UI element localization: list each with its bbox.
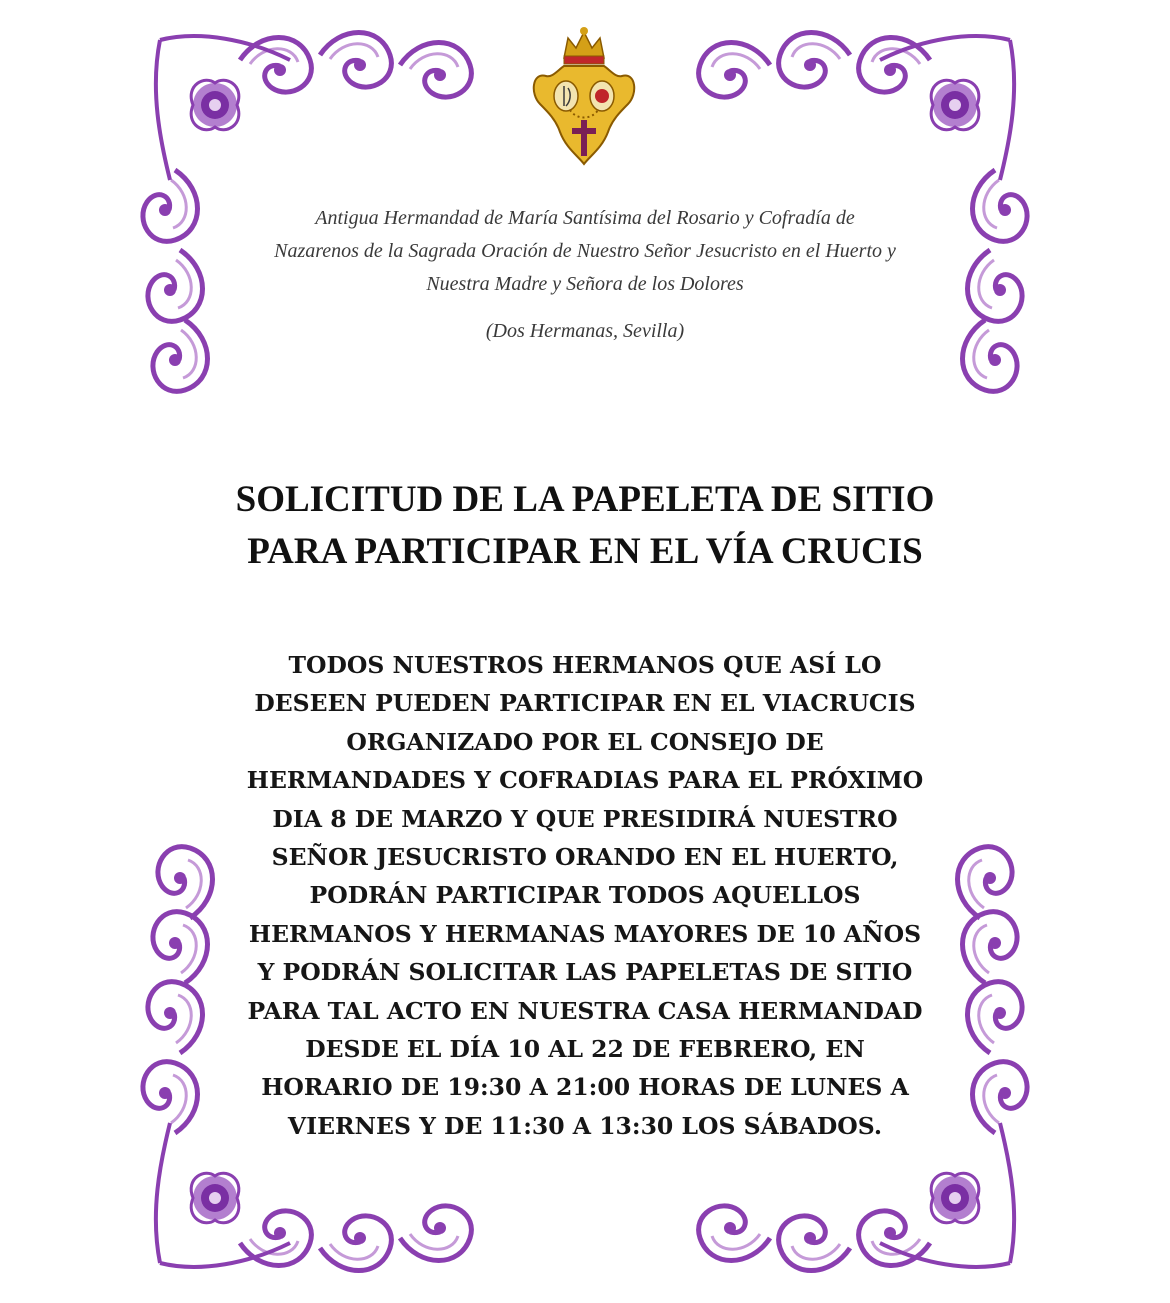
body-line: PODRÁN PARTICIPAR TODOS AQUELLOS <box>309 881 861 910</box>
body-line: SEÑOR JESUCRISTO ORANDO EN EL HUERTO, <box>271 843 899 872</box>
title-line: SOLICITUD DE LA PAPELETA DE SITIO <box>235 479 935 520</box>
body-line: TODOS NUESTROS HERMANOS QUE ASÍ LO <box>288 651 882 679</box>
body-line: HORARIO DE 19:30 A 21:00 HORAS DE LUNES A <box>261 1073 909 1102</box>
body-line: DESDE EL DÍA 10 AL 22 DE FEBRERO, EN <box>305 1035 865 1064</box>
body-line: PARA TAL ACTO EN NUESTRA CASA HERMANDAD <box>247 996 923 1025</box>
body-line: HERMANOS Y HERMANAS MAYORES DE 10 AÑOS <box>248 919 922 948</box>
brotherhood-name <box>230 202 940 301</box>
document-title <box>180 474 990 578</box>
brotherhood-line: Nuestra Madre y Señora de los Dolores <box>426 273 744 295</box>
announcement-body <box>215 646 955 1145</box>
brotherhood-line: Antigua Hermandad de María Santísima del Rosario y Cofradía de <box>315 207 855 229</box>
brotherhood-line: Nazarenos de la Sagrada Oración de Nuestro Señor Jesucristo en el Huerto y <box>274 240 896 262</box>
body-line: Y PODRÁN SOLICITAR LAS PAPELETAS DE SITIO <box>257 958 913 987</box>
title-line: PARA PARTICIPAR EN EL VÍA CRUCIS <box>247 531 923 572</box>
body-line: ORGANIZADO POR EL CONSEJO DE <box>346 727 824 756</box>
brotherhood-crest-icon <box>526 24 642 172</box>
body-line: DESEEN PUEDEN PARTICIPAR EN EL VIACRUCIS <box>254 689 916 718</box>
body-line: VIERNES Y DE 11:30 A 13:30 LOS SÁBADOS. <box>287 1111 883 1140</box>
body-line: DIA 8 DE MARZO Y QUE PRESIDIRÁ NUESTRO <box>272 804 898 833</box>
location-text: (Dos Hermanas, Sevilla) <box>485 320 685 342</box>
body-line: HERMANDADES Y COFRADIAS PARA EL PRÓXIMO <box>246 766 924 795</box>
